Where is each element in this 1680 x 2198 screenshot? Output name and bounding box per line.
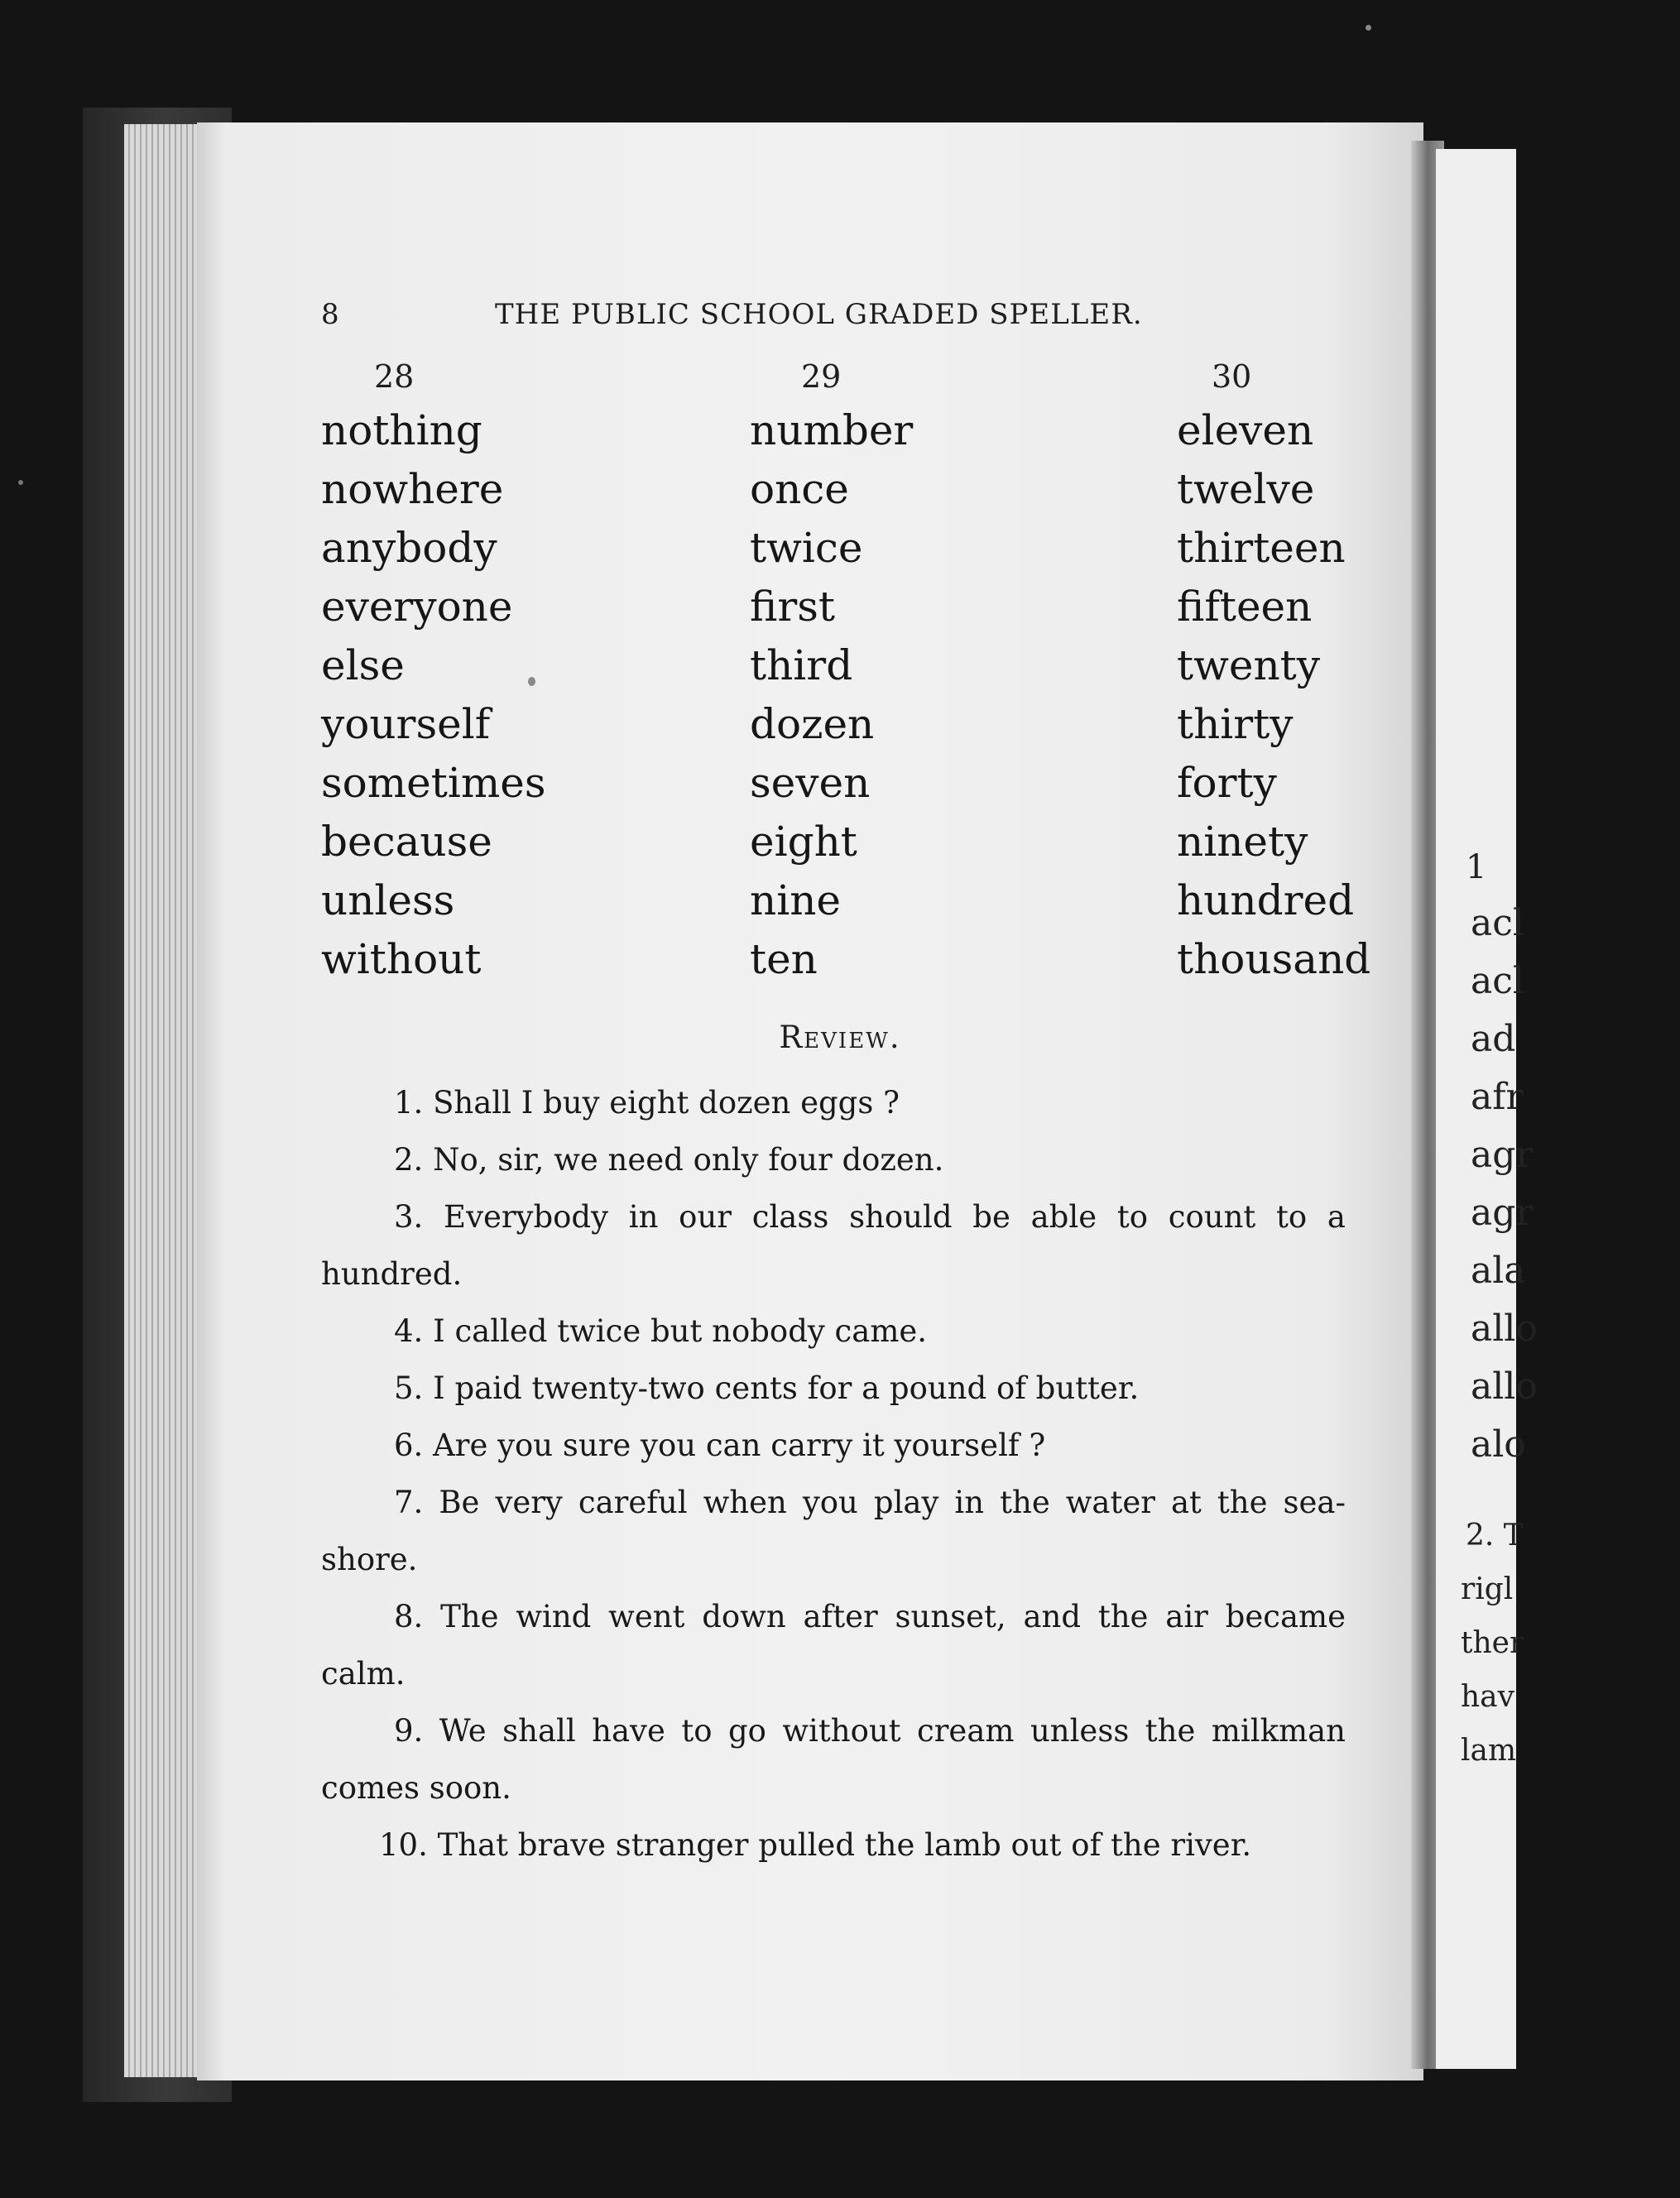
adjacent-page-fragment: ala — [1471, 1250, 1526, 1292]
spelling-word: ninety — [1177, 818, 1308, 866]
review-sentence: 1. Shall I buy eight dozen eggs ? — [394, 1085, 900, 1121]
page-number: 8 — [321, 298, 340, 331]
adjacent-page-fragment: agr — [1471, 1134, 1534, 1176]
adjacent-page-fragment: ad — [1471, 1018, 1516, 1060]
word-column-28 — [321, 358, 602, 989]
lesson-number: 28 — [374, 358, 415, 395]
spelling-word: yourself — [321, 700, 491, 748]
lesson-number: 30 — [1212, 358, 1252, 395]
review-sentence: 4. I called twice but nobody came. — [394, 1313, 928, 1349]
adjacent-page-fragment: agr — [1471, 1192, 1534, 1234]
adjacent-page-fragment: 1 — [1466, 848, 1487, 886]
adjacent-page-fragment: afr — [1471, 1076, 1524, 1118]
spelling-word: nothing — [321, 406, 482, 454]
review-heading: Review. — [779, 1020, 901, 1055]
adjacent-page-fragment: hav — [1461, 1680, 1514, 1714]
adjacent-page-fragment: acl — [1471, 902, 1524, 944]
spelling-word: once — [750, 465, 849, 513]
word-column-30 — [1177, 358, 1458, 989]
spelling-word: nowhere — [321, 465, 504, 513]
spelling-word: eleven — [1177, 406, 1314, 454]
spelling-word: fifteen — [1177, 583, 1313, 631]
adjacent-page-fragment: ther — [1461, 1626, 1524, 1660]
adjacent-page-fragment: acl — [1471, 960, 1524, 1002]
background-speck — [1366, 25, 1371, 31]
word-list — [1177, 401, 1458, 989]
review-sentence: 2. No, sir, we need only four dozen. — [394, 1142, 944, 1178]
review-sentence: 5. I paid twenty-two cents for a pound of butter. — [394, 1370, 1140, 1406]
spelling-word: hundred — [1177, 876, 1355, 924]
spelling-word: without — [321, 935, 482, 983]
book-title: THE PUBLIC SCHOOL GRADED SPELLER. — [495, 298, 1143, 331]
spelling-word: dozen — [750, 700, 875, 748]
spelling-word: seven — [750, 759, 871, 807]
adjacent-page-fragment: rigl — [1461, 1572, 1514, 1606]
spelling-word: twenty — [1177, 641, 1321, 689]
spelling-word: ten — [750, 935, 818, 983]
spelling-word: everyone — [321, 583, 513, 631]
spelling-word: because — [321, 818, 492, 866]
spelling-word: thirty — [1177, 700, 1294, 748]
spelling-word: thousand — [1177, 935, 1371, 983]
spelling-word: nine — [750, 876, 841, 924]
word-list — [321, 401, 602, 989]
spelling-word: twelve — [1177, 465, 1315, 513]
review-sentence: 7. Be very careful when you play in the water at the sea-shore. — [321, 1485, 1346, 1577]
review-sentence: 3. Everybody in our class should be able to count to a hundred. — [321, 1199, 1346, 1292]
review-sentence: 10. That brave stranger pulled the lamb out of the river. — [379, 1827, 1252, 1863]
review-sentence: 9. We shall have to go without cream unless the milkman comes soon. — [321, 1713, 1346, 1806]
spelling-word: anybody — [321, 524, 497, 572]
adjacent-page-fragment: 2. T — [1466, 1519, 1524, 1553]
review-sentences — [321, 1074, 1346, 1874]
running-header — [321, 298, 1174, 339]
adjacent-page-fragment: lam — [1461, 1734, 1517, 1768]
spelling-word: else — [321, 641, 405, 689]
adjacent-page-fragment: alo — [1471, 1423, 1526, 1466]
lesson-number: 29 — [801, 358, 842, 395]
spelling-word: unless — [321, 876, 455, 924]
spelling-word: eight — [750, 818, 857, 866]
word-column-29 — [750, 358, 1031, 989]
spelling-word: twice — [750, 524, 863, 572]
spelling-word: third — [750, 641, 853, 689]
spelling-word: first — [750, 583, 836, 631]
spelling-word: sometimes — [321, 759, 546, 807]
adjacent-page-fragment: allo — [1471, 1308, 1538, 1350]
word-list — [750, 401, 1031, 989]
background-speck — [18, 480, 23, 485]
spelling-word: forty — [1177, 759, 1277, 807]
review-sentence: 6. Are you sure you can carry it yourself ? — [394, 1428, 1046, 1463]
spelling-word: number — [750, 406, 914, 454]
review-sentence: 8. The wind went down after sunset, and the air became calm. — [321, 1599, 1346, 1692]
adjacent-page-fragment: allo — [1471, 1365, 1538, 1408]
paper-speck — [528, 677, 535, 686]
spelling-word: thirteen — [1177, 524, 1346, 572]
